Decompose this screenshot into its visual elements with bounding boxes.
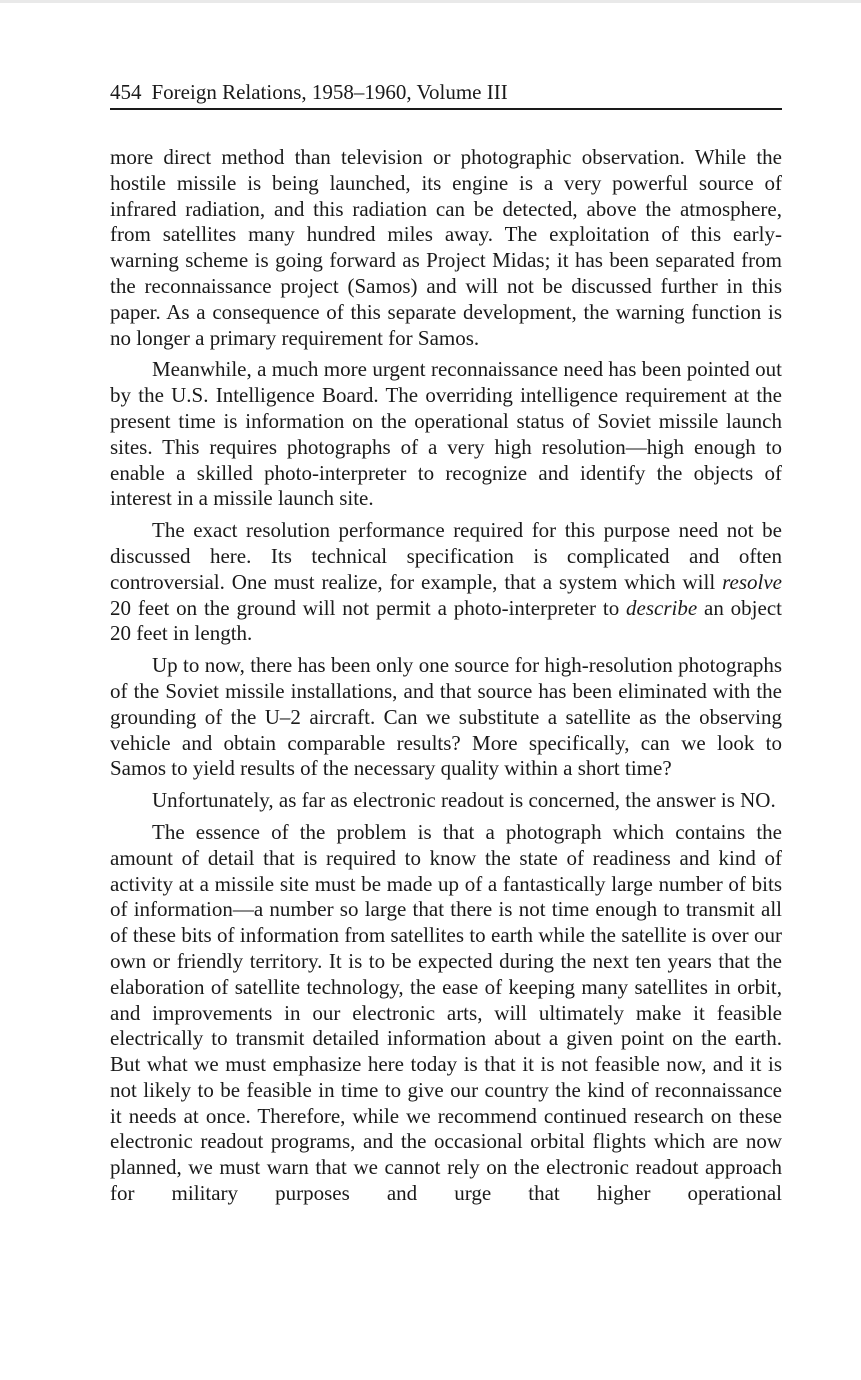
paragraph-6: The essence of the problem is that a photograph which contains the amount of detail that is required to know the state of readiness and kind of activity at a missile site must be made up of a fantastically large number of bits of information—a number so large that there is not time enough to transmit all of these bits of information from satellites to earth while the satellite is over our own or friendly territory. It is to be expected during the next ten years that the elaboration of satellite technology, the ease of keeping many satellites in orbit, and improvements in our electronic arts, will ultimately make it feasible electrically to transmit detailed information about a given point on the earth. But what we must emphasize here today is that it is not feasible now, and it is not likely to be feasible in time to give our country the kind of reconnaissance it needs at once. Therefore, while we recommend continued research on these electronic readout programs, and the occasional orbital flights which are now planned, we must warn that we cannot rely on the electronic readout approach for military purposes and urge that higher operational: [110, 819, 782, 1206]
paragraph-3-text-b: 20 feet on the ground will not permit a photo-interpreter to: [110, 595, 627, 620]
running-head: [110, 78, 782, 106]
paragraph-3-text-a: The exact resolution performance required for this purpose need not be discussed here. Its technical specification is complicated and often controversial. One must realize, for example, that a system which will: [110, 518, 782, 594]
paragraph-2: Meanwhile, a much more urgent reconnaissance need has been pointed out by the U.S. Intelligence Board. The overriding intelligence requirement at the present time is information on the operational status of Soviet missile launch sites. This requires photographs of a very high resolution—high enough to enable a skilled photo-interpreter to recognize and identify the objects of interest in a missile launch site.: [110, 357, 782, 511]
paragraph-5: Unfortunately, as far as electronic readout is concerned, the answer is NO.: [152, 788, 776, 813]
paragraph-3-text-c: an object 20 feet in length.: [110, 595, 782, 646]
page-number: 454: [110, 80, 142, 104]
header-rule: [110, 108, 782, 110]
volume-title: Foreign Relations, 1958–1960, Volume III: [151, 80, 508, 104]
emphasis-describe: describe: [626, 595, 698, 620]
paragraph-4: Up to now, there has been only one source for high-resolution photographs of the Soviet missile installations, and that source has been eliminated with the grounding of the U–2 aircraft. Can we substitute a satellite as the observing vehicle and obtain comparable results? More specifically, can we look to Samos to yield results of the necessary quality within a short time?: [110, 653, 782, 781]
body-text: [110, 145, 782, 1207]
emphasis-resolve: resolve: [722, 569, 782, 594]
page-top-edge: [0, 0, 861, 3]
paragraph-1: more direct method than television or photographic observation. While the hostile missile is being launched, its engine is a very powerful source of infrared radiation, and this radiation can be detected, above the atmosphere, from satellites many hundred miles away. The exploitation of this early-warning scheme is going forward as Project Midas; it has been separated from the reconnaissance project (Samos) and will not be discussed further in this paper. As a consequence of this separate development, the warning function is no longer a primary requirement for Samos.: [110, 145, 782, 350]
paragraph-3: [110, 518, 782, 647]
